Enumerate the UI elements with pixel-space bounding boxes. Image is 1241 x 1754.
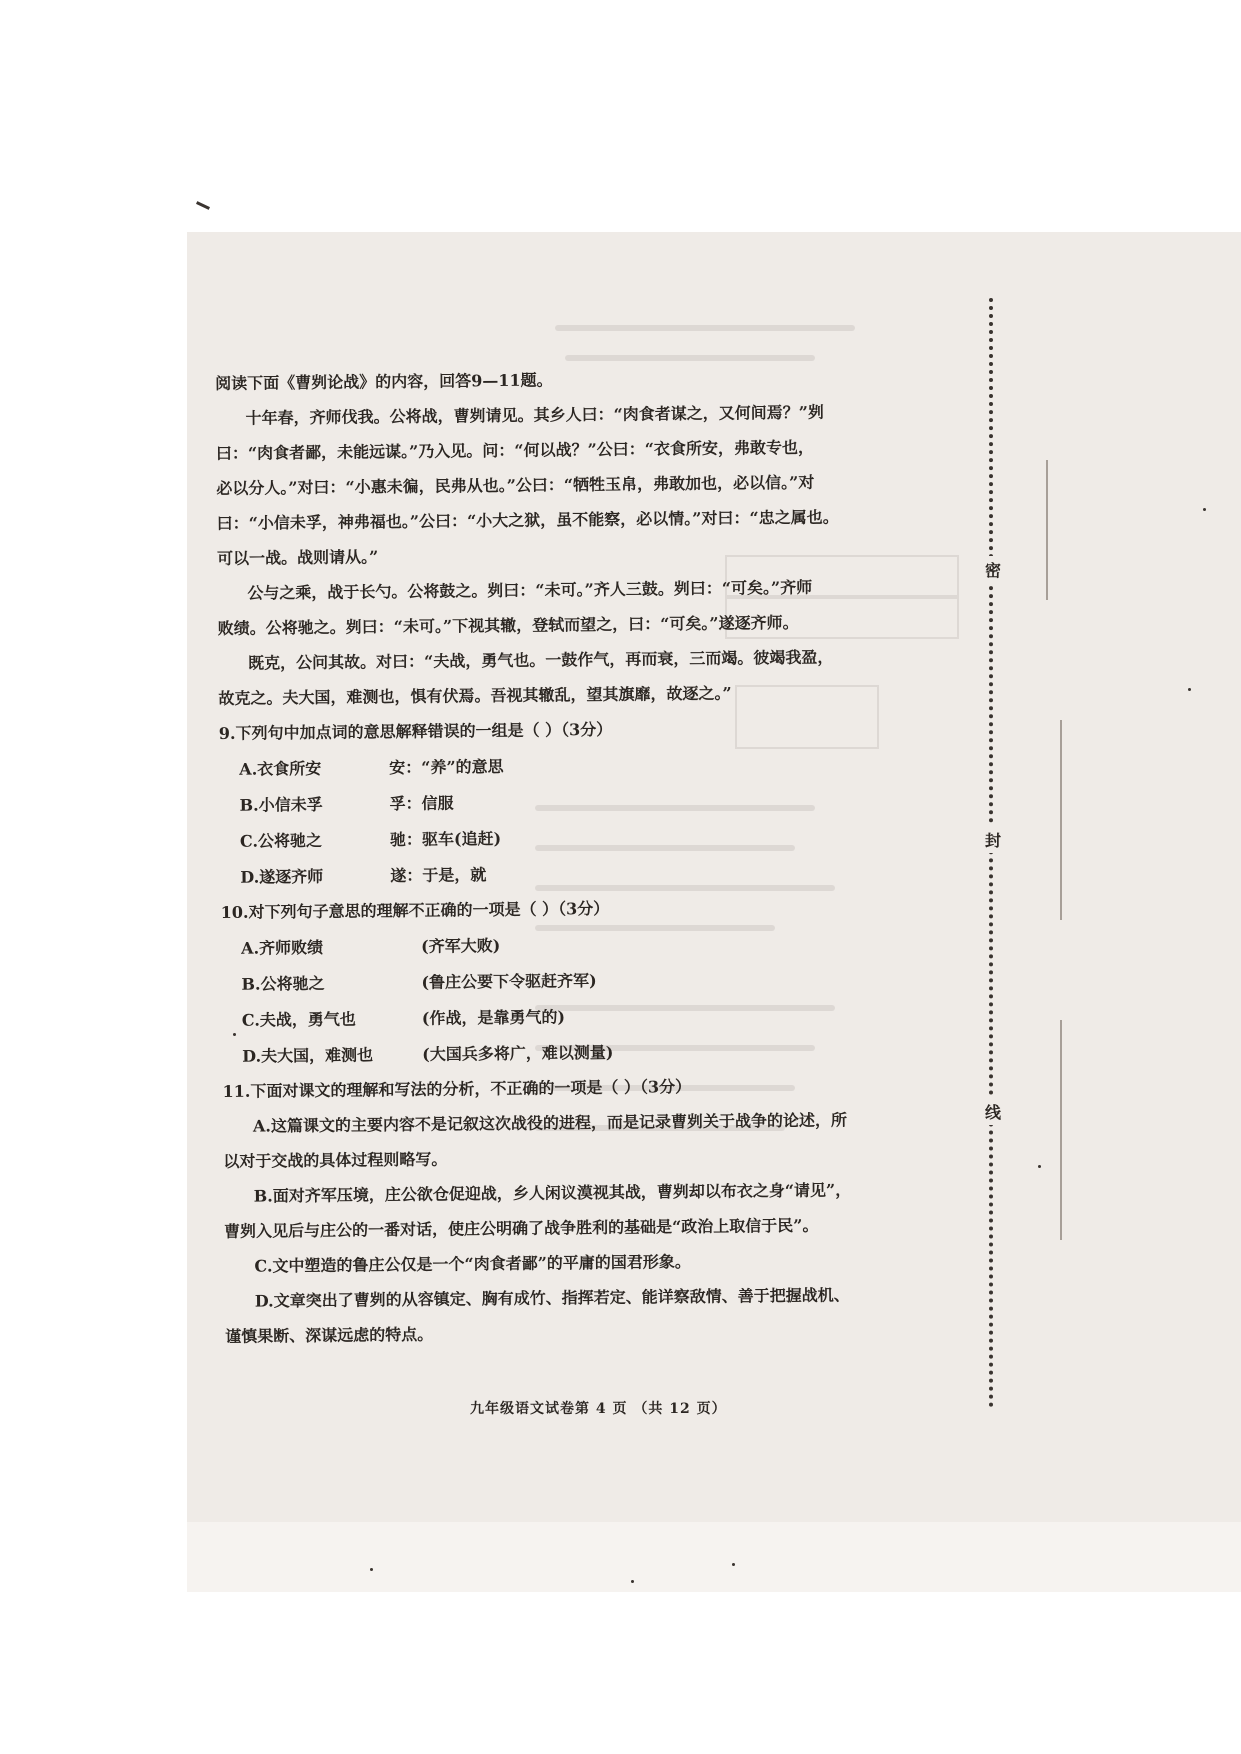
passage-line: 曰：“肉食者鄙，未能远谋。”乃入见。问：“何以战？”公曰：“衣食所安，弗敢专也， (215, 437, 815, 463)
passage-intro: 阅读下面《曹刿论战》的内容，回答9—11题。 (215, 370, 553, 393)
page-footer: 九年级语文试卷第 4 页 （共 12 页） (470, 1401, 727, 1417)
passage-line: 曰：“小信未孚，神弗福也。”公曰：“小大之狱，虽不能察，必以情。”对曰：“忠之属也。 (216, 507, 839, 533)
margin-rule (1060, 720, 1062, 920)
scan-speck (1188, 688, 1191, 691)
option-text: (作战，是靠勇气的) (421, 1006, 566, 1028)
scan-speck (1203, 508, 1206, 511)
question-11-stem: 11.下面对课文的理解和写法的分析，不正确的一项是（ ）（3分） (222, 1077, 692, 1101)
exam-content (215, 358, 970, 1354)
option-text: (鲁庄公要下令驱赶齐军) (421, 970, 597, 992)
scan-speck (370, 1568, 373, 1571)
binding-char-feng: 封 (985, 826, 1001, 853)
question-11-line: 曹刿入见后与庄公的一番对话，使庄公明确了战争胜利的基础是“政治上取信于民”。 (223, 1215, 819, 1241)
option-text: 安：“养”的意思 (389, 756, 504, 777)
scan-speck (1038, 1165, 1041, 1168)
passage-line: 公与之乘，战于长勺。公将鼓之。刿曰：“未可。”齐人三鼓。刿曰：“可矣。”齐师 (247, 577, 813, 603)
option-label: B.公将驰之 (241, 973, 325, 994)
option-text: 遂：于是，就 (390, 864, 487, 885)
question-10-stem: 10.对下列句子意思的理解不正确的一项是（ ）（3分） (220, 898, 610, 922)
passage-line: 必以分人。”对曰：“小惠未徧，民弗从也。”公曰：“牺牲玉帛，弗敢加也，必以信。”对 (216, 472, 815, 498)
passage-line: 败绩。公将驰之。刿曰：“未可。”下视其辙，登轼而望之，曰：“可矣。”遂逐齐师。 (217, 612, 799, 638)
option-label: D.遂逐齐师 (240, 866, 324, 887)
passage-line: 可以一战。战则请从。” (216, 547, 379, 568)
question-9-stem: 9.下列句中加点词的意思解释错误的一组是（ ）（3分） (218, 719, 613, 743)
option-text: 孚：信服 (389, 793, 454, 813)
binding-char-xian: 线 (985, 1098, 1001, 1125)
question-11-line: D.文章突出了曹刿的从容镇定、胸有成竹、指挥若定、能详察敌情、善于把握战机、 (254, 1285, 850, 1311)
passage-line: 既克，公问其故。对曰：“夫战，勇气也。一鼓作气，再而衰，三而竭。彼竭我盈， (248, 647, 834, 673)
option-text: (大国兵多将广，难以测量) (422, 1042, 614, 1064)
question-11-line: 谨慎果断、深谋远虑的特点。 (225, 1324, 434, 1346)
option-label: C.夫战，勇气也 (241, 1009, 356, 1030)
binding-margin (1040, 440, 1110, 1240)
option-label: D.夫大国，难测也 (242, 1044, 374, 1066)
option-text: (齐军大败) (420, 935, 501, 956)
question-11-line: 以对于交战的具体过程则略写。 (223, 1149, 448, 1171)
binding-dotted-line (989, 298, 993, 1408)
question-11-line: A.这篇课文的主要内容不是记叙这次战役的进程，而是记录曹刿关于战争的论述，所 (252, 1110, 848, 1136)
option-label: B.小信未孚 (239, 794, 323, 815)
binding-char-mi: 密 (985, 556, 1001, 583)
option-label: C.公将驰之 (239, 830, 323, 851)
option-text: 驰：驱车(追赶) (389, 828, 502, 849)
scan-speck (233, 1033, 236, 1036)
passage-line: 故克之。夫大国，难测也，惧有伏焉。吾视其辙乱，望其旗靡，故逐之。” (218, 683, 732, 708)
scan-speck (732, 1563, 735, 1566)
scan-speck (631, 1580, 634, 1583)
option-label: A.衣食所安 (239, 758, 322, 779)
margin-rule (1060, 1020, 1062, 1240)
margin-rule (1046, 460, 1048, 600)
question-11-line: C.文中塑造的鲁庄公仅是一个“肉食者鄙”的平庸的国君形象。 (254, 1252, 691, 1276)
passage-line: 十年春，齐师伐我。公将战，曹刿请见。其乡人曰：“肉食者谋之，又何间焉？”刿 (245, 402, 825, 428)
question-11-line: B.面对齐军压境，庄公欲仓促迎战，乡人闲议漠视其战，曹刿却以布衣之身“请见”， (253, 1180, 852, 1206)
option-label: A.齐师败绩 (240, 937, 324, 958)
